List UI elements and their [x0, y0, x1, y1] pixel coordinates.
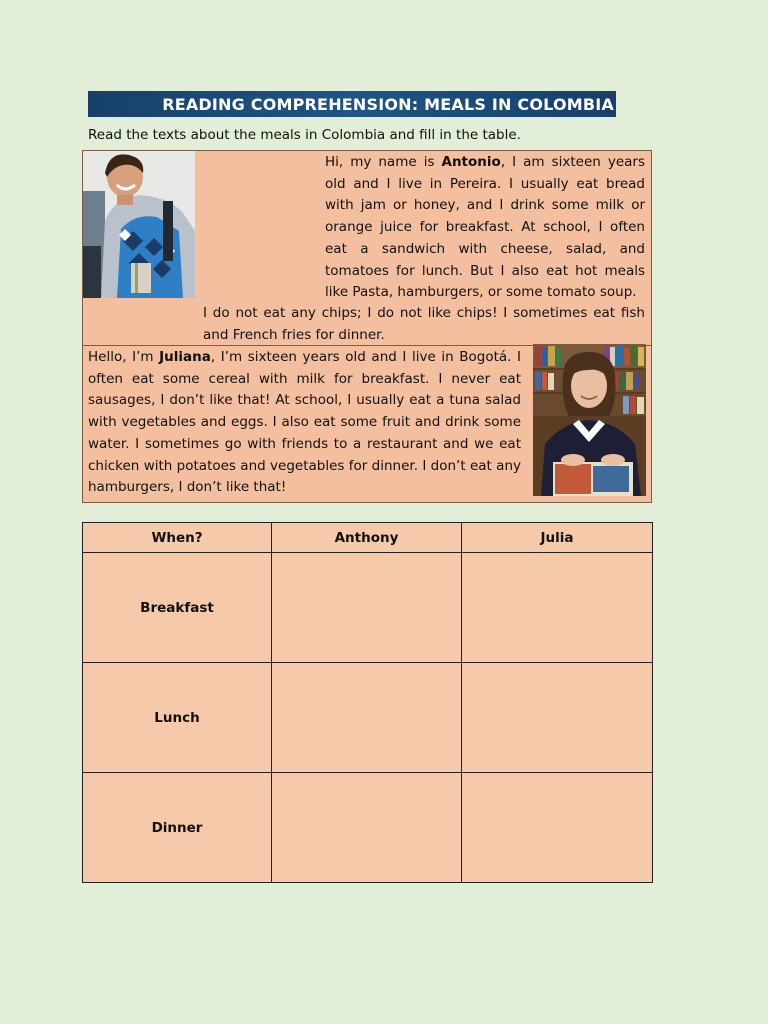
- answer-cell-julia-lunch[interactable]: [462, 663, 653, 773]
- antonio-photo: [83, 151, 195, 298]
- answer-cell-anthony-lunch[interactable]: [272, 663, 462, 773]
- answer-cell-julia-dinner[interactable]: [462, 773, 653, 883]
- antonio-text-top: , I am sixteen years old and I live in Pereira. I usually eat bread with jam or honey, and I drink some milk or orange juice for breakfast. At school, I often eat a sandwich with cheese, salad, and tomatoes for lunch. But I also eat hot meals like Pasta, hamburgers, or some tomato soup.: [325, 154, 645, 301]
- juliana-intro: Hello, I’m: [88, 349, 160, 365]
- antonio-paragraph: [325, 152, 645, 304]
- juliana-text: , I’m sixteen years old and I live in Bogotá. I often eat some cereal with milk for breakfast. I never eat sausages, I don’t like that! At school, I usually eat a tuna salad with vegetables and eggs. I also eat some fruit and drink some water. I sometimes go with friends to a restaurant and we eat chicken with potatoes and vegetables for dinner. I don’t eat any hamburgers, I don’t like that!: [88, 349, 522, 496]
- juliana-paragraph: [88, 347, 521, 499]
- answer-cell-anthony-dinner[interactable]: [272, 773, 462, 883]
- table-row: [83, 553, 653, 663]
- antonio-text-bottom: I do not eat any chips; I do not like chips! I sometimes eat fish and French fries for dinner.: [203, 305, 645, 343]
- table-header-row: [83, 523, 653, 553]
- antonio-name: Antonio: [441, 154, 501, 170]
- antonio-paragraph-end: [203, 303, 645, 346]
- meals-table: [82, 522, 653, 883]
- worksheet-title: [88, 91, 616, 117]
- juliana-photo: [533, 344, 646, 496]
- answer-cell-julia-breakfast[interactable]: [462, 553, 653, 663]
- table-row: [83, 773, 653, 883]
- header-when: When?: [83, 523, 272, 553]
- instructions-text: Read the texts about the meals in Colombia and fill in the table.: [88, 127, 521, 143]
- header-anthony: Anthony: [272, 523, 462, 553]
- antonio-intro: Hi, my name is: [325, 154, 442, 170]
- table-row: [83, 663, 653, 773]
- antonio-text-box: [82, 150, 652, 346]
- header-julia: Julia: [462, 523, 653, 553]
- juliana-name: Juliana: [159, 349, 211, 365]
- title-text: READING COMPREHENSION: MEALS IN COLOMBIA: [162, 94, 614, 114]
- row-label-lunch: Lunch: [83, 663, 272, 773]
- row-label-breakfast: Breakfast: [83, 553, 272, 663]
- juliana-text-box: [82, 345, 652, 503]
- row-label-dinner: Dinner: [83, 773, 272, 883]
- answer-cell-anthony-breakfast[interactable]: [272, 553, 462, 663]
